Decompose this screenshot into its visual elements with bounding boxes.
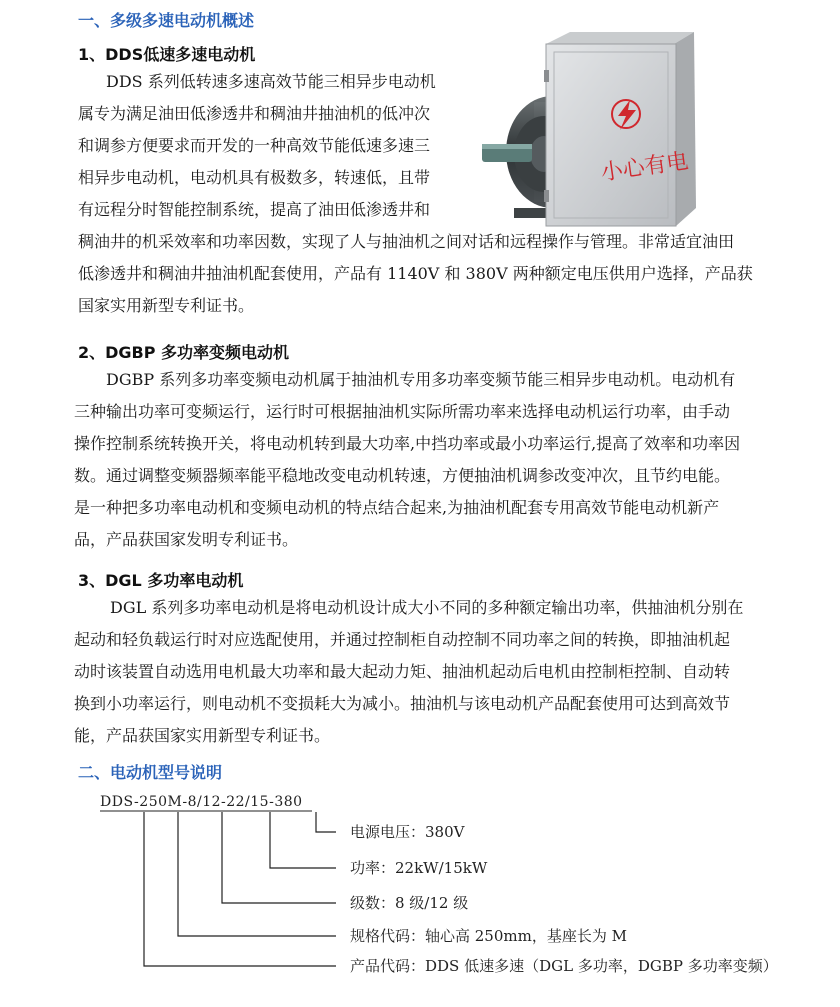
paragraph-line: 有远程分时智能控制系统，提高了油田低渗透井和 (78, 200, 431, 219)
connector-power (270, 812, 336, 868)
sub-1-title: 1、DDS低速多速电动机 (78, 45, 256, 64)
paragraph-line: 动时该装置自动选用电机最大功率和最大起动力矩、抽油机起动后电机由控制柜控制、自动转 (74, 662, 731, 681)
label-poles: 级数：8 级/12 级 (350, 894, 469, 912)
warning-label: 小心有电 (599, 148, 690, 186)
paragraph-line: 能，产品获国家实用新型专利证书。 (74, 726, 331, 745)
label-product: 产品代码：DDS 低速多速（DGL 多功率，DGBP 多功率变频） (350, 957, 778, 975)
sub-2-title: 2、DGBP 多功率变频电动机 (78, 343, 290, 362)
model-code: DDS-250M-8/12-22/15-380 (100, 794, 303, 810)
model-code-diagram (100, 786, 800, 986)
sub-3-paragraph (74, 592, 774, 752)
paragraph-line: DGBP 系列多功率变频电动机属于抽油机专用多功率变频节能三相异步电动机。电动机有 (106, 370, 736, 389)
paragraph-line: 是一种把多功率电动机和变频电动机的特点结合起来,为抽油机配套专用高效节能电动机新产 (74, 498, 720, 517)
connector-product (144, 812, 336, 966)
paragraph-line: 起动和轻负载运行时对应选配使用，并通过控制柜自动控制不同功率之间的转换，即抽油机起 (74, 630, 731, 649)
paragraph-line: 品，产品获国家发明专利证书。 (74, 530, 299, 549)
paragraph-line: DDS 系列低转速多速高效节能三相异步电动机 (106, 72, 436, 91)
paragraph-line: 属专为满足油田低渗透井和稠油井抽油机的低冲次 (78, 104, 431, 123)
connector-poles (222, 812, 336, 903)
sub-2-paragraph (74, 364, 774, 556)
label-voltage: 电源电压：380V (350, 823, 465, 841)
sub-3-title: 3、DGL 多功率电动机 (78, 571, 244, 590)
paragraph-line: 低渗透井和稠油井抽油机配套使用，产品有 1140V 和 380V 两种额定电压供用户选择，产品获 (78, 264, 753, 283)
paragraph-line: 三种输出功率可变频运行，运行时可根据抽油机实际所需功率来选择电动机运行功率，由手动 (74, 402, 731, 421)
paragraph-line: 数。通过调整变频器频率能平稳地改变电动机转速，方便抽油机调参改变冲次，且节约电能。 (74, 466, 731, 485)
paragraph-line: 操作控制系统转换开关，将电动机转到最大功率,中挡功率或最小功率运行,提高了效率和功率因 (74, 434, 741, 453)
label-power: 功率：22kW/15kW (350, 859, 488, 877)
paragraph-line: DGL 系列多功率电动机是将电动机设计成大小不同的多种额定输出功率，供抽油机分别在 (110, 598, 744, 617)
section-1-title: 一、多级多速电动机概述 (78, 11, 255, 30)
label-spec: 规格代码：轴心高 250mm，基座长为 M (350, 927, 627, 945)
paragraph-line: 和调参方便要求而开发的一种高效节能低速多速三 (78, 136, 431, 155)
paragraph-line: 相异步电动机，电动机具有极数多，转速低，且带 (78, 168, 431, 187)
connector-voltage (316, 812, 336, 832)
motor-photo (474, 30, 722, 236)
paragraph-line: 稠油井的机采效率和功率因数，实现了人与抽油机之间对话和远程操作与管理。非常适宜油田 (78, 232, 735, 251)
section-2-title: 二、电动机型号说明 (78, 763, 223, 782)
paragraph-line: 换到小功率运行，则电动机不变损耗大为减小。抽油机与该电动机产品配套使用可达到高效节 (74, 694, 731, 713)
paragraph-line: 国家实用新型专利证书。 (78, 296, 255, 315)
connector-spec (178, 812, 336, 936)
